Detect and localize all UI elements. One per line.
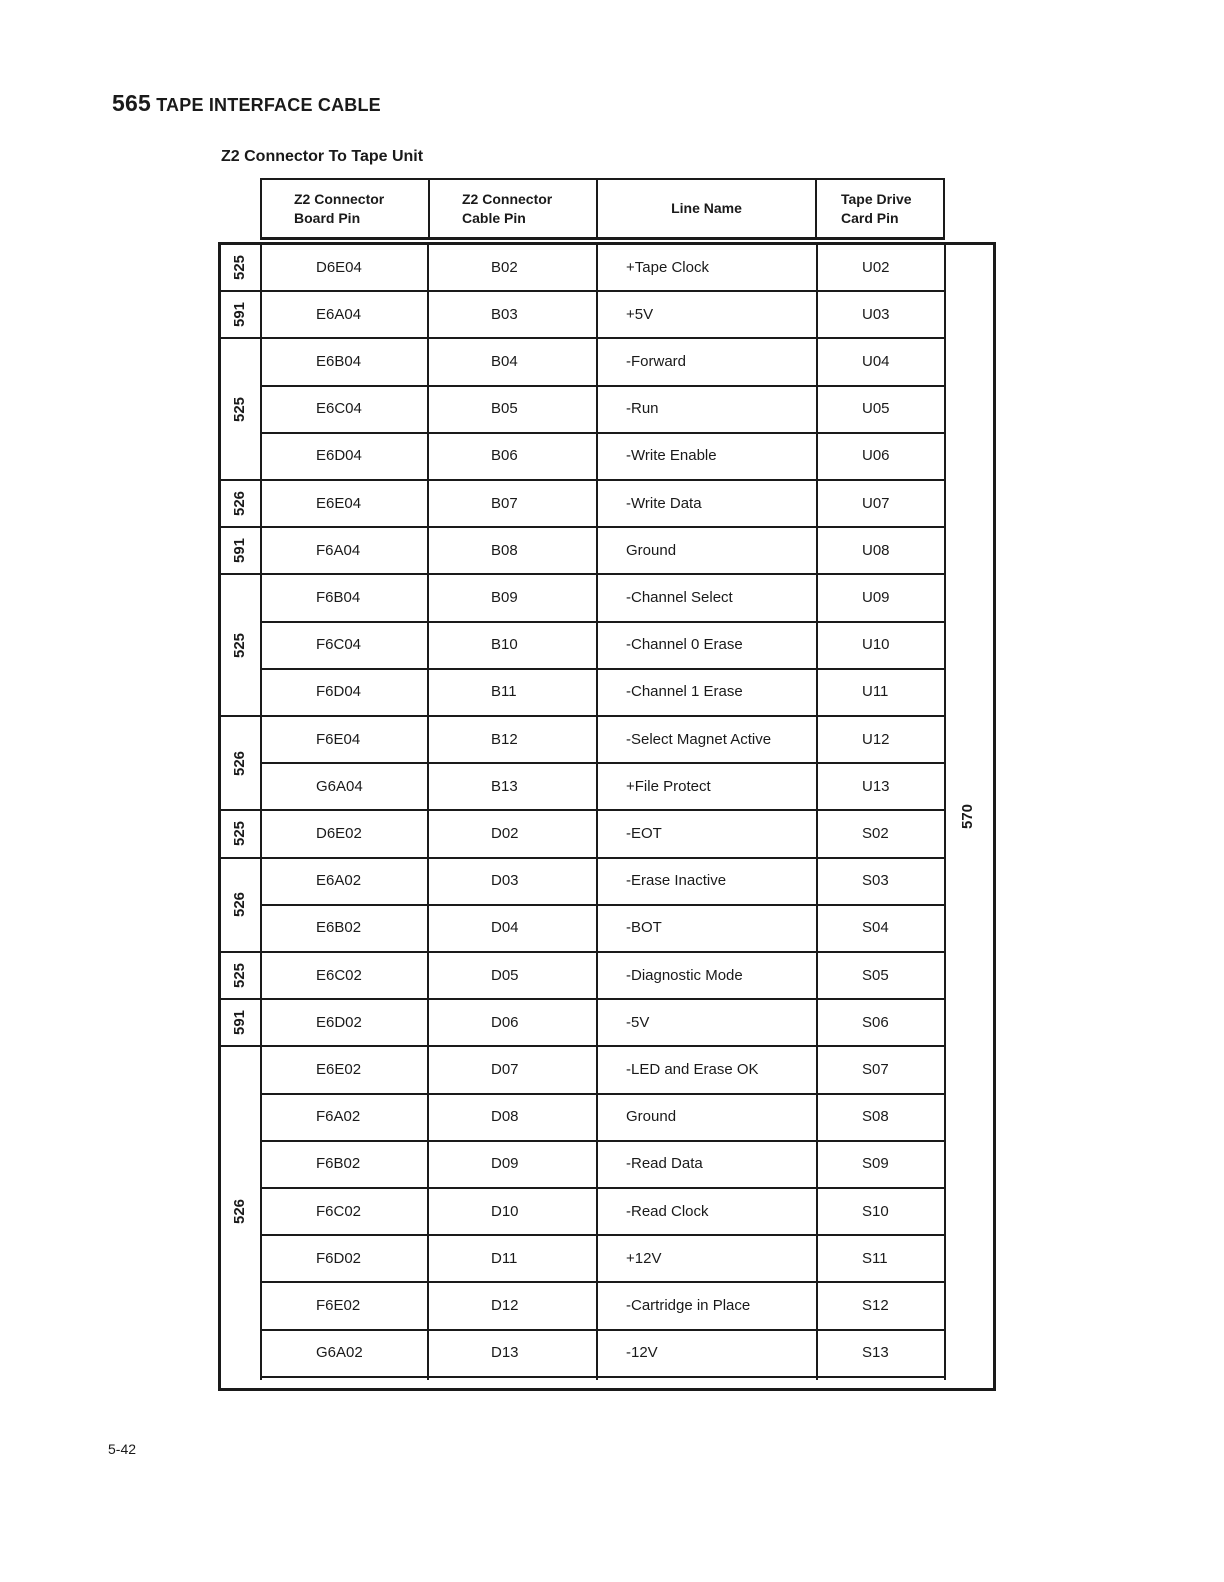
group-label-text: 526 bbox=[231, 1199, 249, 1225]
row-divider bbox=[260, 621, 946, 623]
row-divider bbox=[260, 1329, 946, 1331]
row-divider bbox=[260, 951, 946, 953]
cell-board: E6A02 bbox=[316, 872, 362, 890]
row-divider bbox=[260, 1093, 946, 1095]
cell-line: +12V bbox=[626, 1249, 662, 1267]
row-divider bbox=[260, 715, 946, 717]
cell-cable: D05 bbox=[491, 966, 519, 984]
cell-card: S09 bbox=[862, 1155, 889, 1173]
cell-cable: D11 bbox=[491, 1249, 518, 1267]
header-card-pin-line1: Tape Drive bbox=[841, 190, 912, 207]
cell-card: U10 bbox=[862, 636, 890, 654]
cell-card: S13 bbox=[862, 1344, 889, 1362]
cell-cable: B04 bbox=[491, 352, 518, 370]
cell-board: F6C04 bbox=[316, 636, 362, 654]
group-label bbox=[222, 858, 258, 952]
cell-board: E6C04 bbox=[316, 400, 362, 418]
group-label-text: 591 bbox=[231, 302, 249, 328]
cell-line: -Write Data bbox=[626, 494, 702, 512]
header-board-pin-line1: Z2 Connector bbox=[294, 190, 385, 207]
row-divider bbox=[260, 1234, 946, 1236]
row-divider bbox=[260, 809, 946, 811]
header-line-name: Line Name bbox=[596, 180, 815, 237]
cell-cable: B09 bbox=[491, 588, 518, 606]
group-label bbox=[222, 480, 258, 527]
row-divider bbox=[260, 857, 946, 859]
section-title: Z2 Connector To Tape Unit bbox=[221, 148, 424, 165]
page-number: 5-42 bbox=[108, 1441, 137, 1457]
group-label bbox=[222, 574, 258, 716]
cell-cable: B10 bbox=[491, 636, 518, 654]
row-divider bbox=[260, 904, 946, 906]
cell-cable: B02 bbox=[491, 258, 518, 276]
cell-line: Ground bbox=[626, 541, 677, 559]
group-label-text: 525 bbox=[231, 963, 249, 989]
cell-cable: D06 bbox=[491, 1013, 519, 1031]
cell-card: U07 bbox=[862, 494, 890, 512]
cell-line: -Channel Select bbox=[626, 588, 733, 606]
cell-card: S02 bbox=[862, 824, 889, 842]
cell-board: D6E02 bbox=[316, 824, 362, 842]
header-board-pin bbox=[262, 180, 428, 237]
cell-board: F6D02 bbox=[316, 1249, 362, 1267]
header-card-pin-line2: Card Pin bbox=[841, 209, 899, 226]
cell-card: U09 bbox=[862, 588, 890, 606]
cell-line: +5V bbox=[626, 305, 654, 323]
page-title-number: 565 bbox=[112, 90, 151, 116]
page-title bbox=[112, 90, 381, 117]
cell-board: E6C02 bbox=[316, 966, 362, 984]
cell-board: E6A04 bbox=[316, 305, 362, 323]
header-board-pin-line2: Board Pin bbox=[294, 209, 361, 226]
cell-board: F6E04 bbox=[316, 730, 361, 748]
cell-board: G6A04 bbox=[316, 777, 363, 795]
cell-cable: D03 bbox=[491, 872, 519, 890]
cell-line: +Tape Clock bbox=[626, 258, 709, 276]
group-label-text: 525 bbox=[231, 821, 249, 847]
cell-card: U12 bbox=[862, 730, 890, 748]
header-cable-pin bbox=[428, 180, 596, 237]
group-label-text: 591 bbox=[231, 538, 249, 564]
cell-line: -Read Data bbox=[626, 1155, 703, 1173]
row-divider bbox=[260, 290, 946, 292]
cell-cable: D10 bbox=[491, 1202, 519, 1220]
cell-cable: B12 bbox=[491, 730, 518, 748]
group-label bbox=[222, 810, 258, 857]
header-cable-pin-line2: Cable Pin bbox=[462, 209, 526, 226]
cell-line: -EOT bbox=[626, 824, 662, 842]
group-label bbox=[222, 527, 258, 574]
column-divider bbox=[816, 244, 818, 1380]
cell-card: U08 bbox=[862, 541, 890, 559]
group-label-text: 525 bbox=[231, 396, 249, 422]
group-label bbox=[222, 952, 258, 999]
group-label bbox=[222, 999, 258, 1046]
table-header bbox=[260, 178, 945, 240]
cell-cable: D02 bbox=[491, 824, 519, 842]
cell-line: -Channel 1 Erase bbox=[626, 683, 743, 701]
row-divider bbox=[260, 526, 946, 528]
cell-cable: B03 bbox=[491, 305, 518, 323]
cell-card: U03 bbox=[862, 305, 890, 323]
cell-line: -Erase Inactive bbox=[626, 872, 727, 890]
row-divider bbox=[260, 479, 946, 481]
cell-board: E6D04 bbox=[316, 447, 362, 465]
cell-card: S12 bbox=[862, 1296, 889, 1314]
cell-line: -Read Clock bbox=[626, 1202, 709, 1220]
cell-board: E6D02 bbox=[316, 1013, 362, 1031]
cell-board: E6E02 bbox=[316, 1060, 362, 1078]
group-label-text: 526 bbox=[231, 892, 249, 918]
cell-cable: D12 bbox=[491, 1296, 519, 1314]
cell-line: -Run bbox=[626, 400, 659, 418]
cell-board: F6B04 bbox=[316, 588, 361, 606]
row-divider bbox=[260, 1045, 946, 1047]
cell-card: U13 bbox=[862, 777, 890, 795]
group-label-text: 591 bbox=[231, 1010, 249, 1036]
side-label bbox=[948, 796, 988, 836]
cell-card: U04 bbox=[862, 352, 890, 370]
cell-cable: D09 bbox=[491, 1155, 519, 1173]
row-divider bbox=[260, 668, 946, 670]
row-divider bbox=[260, 573, 946, 575]
cell-card: S04 bbox=[862, 919, 889, 937]
cell-board: F6B02 bbox=[316, 1155, 361, 1173]
row-divider bbox=[260, 1187, 946, 1189]
row-divider bbox=[260, 385, 946, 387]
cell-cable: D13 bbox=[491, 1344, 519, 1362]
cell-board: F6C02 bbox=[316, 1202, 362, 1220]
row-divider bbox=[260, 337, 946, 339]
cell-card: S10 bbox=[862, 1202, 889, 1220]
column-divider bbox=[427, 244, 429, 1380]
cell-card: S03 bbox=[862, 872, 889, 890]
cell-line: -Forward bbox=[626, 352, 687, 370]
cell-board: F6D04 bbox=[316, 683, 362, 701]
cell-card: S08 bbox=[862, 1108, 889, 1126]
cell-card: U05 bbox=[862, 400, 890, 418]
cell-line: -Select Magnet Active bbox=[626, 730, 772, 748]
cell-line: -Diagnostic Mode bbox=[626, 966, 743, 984]
cell-board: F6E02 bbox=[316, 1296, 361, 1314]
cell-cable: B07 bbox=[491, 494, 518, 512]
header-cable-pin-line1: Z2 Connector bbox=[462, 190, 553, 207]
row-divider bbox=[260, 1140, 946, 1142]
cell-line: +File Protect bbox=[626, 777, 711, 795]
cell-card: S11 bbox=[862, 1249, 888, 1267]
cell-cable: B05 bbox=[491, 400, 518, 418]
group-label-text: 525 bbox=[231, 255, 249, 281]
group-label bbox=[222, 338, 258, 480]
row-divider bbox=[260, 432, 946, 434]
cell-line: -Write Enable bbox=[626, 447, 717, 465]
row-divider bbox=[260, 762, 946, 764]
cell-line: -Channel 0 Erase bbox=[626, 636, 743, 654]
cell-cable: B08 bbox=[491, 541, 518, 559]
cell-cable: D08 bbox=[491, 1108, 519, 1126]
row-divider bbox=[260, 1376, 946, 1378]
cell-cable: D04 bbox=[491, 919, 519, 937]
group-label-text: 525 bbox=[231, 632, 249, 658]
side-label-text: 570 bbox=[959, 803, 977, 829]
cell-card: S05 bbox=[862, 966, 889, 984]
cell-card: U11 bbox=[862, 683, 889, 701]
cell-board: F6A04 bbox=[316, 541, 361, 559]
cell-board: E6B02 bbox=[316, 919, 362, 937]
cell-line: -5V bbox=[626, 1013, 650, 1031]
cell-board: E6B04 bbox=[316, 352, 362, 370]
column-divider bbox=[260, 244, 262, 1380]
cell-card: U06 bbox=[862, 447, 890, 465]
cell-board: D6E04 bbox=[316, 258, 362, 276]
cell-line: -12V bbox=[626, 1344, 658, 1362]
cell-board: E6E04 bbox=[316, 494, 362, 512]
cell-card: S07 bbox=[862, 1060, 889, 1078]
row-divider bbox=[260, 998, 946, 1000]
group-label bbox=[222, 716, 258, 810]
column-divider bbox=[944, 244, 946, 1380]
cell-line: Ground bbox=[626, 1108, 677, 1126]
cell-board: F6A02 bbox=[316, 1108, 361, 1126]
group-label bbox=[222, 1046, 258, 1376]
group-label-text: 526 bbox=[231, 491, 249, 517]
cell-line: -BOT bbox=[626, 919, 662, 937]
cell-card: S06 bbox=[862, 1013, 889, 1031]
cell-cable: D07 bbox=[491, 1060, 519, 1078]
group-label bbox=[222, 291, 258, 338]
row-divider bbox=[260, 1281, 946, 1283]
cell-cable: B13 bbox=[491, 777, 518, 795]
group-label bbox=[222, 244, 258, 291]
cell-cable: B11 bbox=[491, 683, 517, 701]
cell-cable: B06 bbox=[491, 447, 518, 465]
page-title-text: TAPE INTERFACE CABLE bbox=[156, 95, 381, 115]
cell-card: U02 bbox=[862, 258, 890, 276]
cell-line: -LED and Erase OK bbox=[626, 1060, 759, 1078]
group-label-text: 526 bbox=[231, 750, 249, 776]
header-card-pin bbox=[815, 180, 943, 237]
column-divider bbox=[596, 244, 598, 1380]
cell-line: -Cartridge in Place bbox=[626, 1296, 751, 1314]
cell-board: G6A02 bbox=[316, 1344, 363, 1362]
